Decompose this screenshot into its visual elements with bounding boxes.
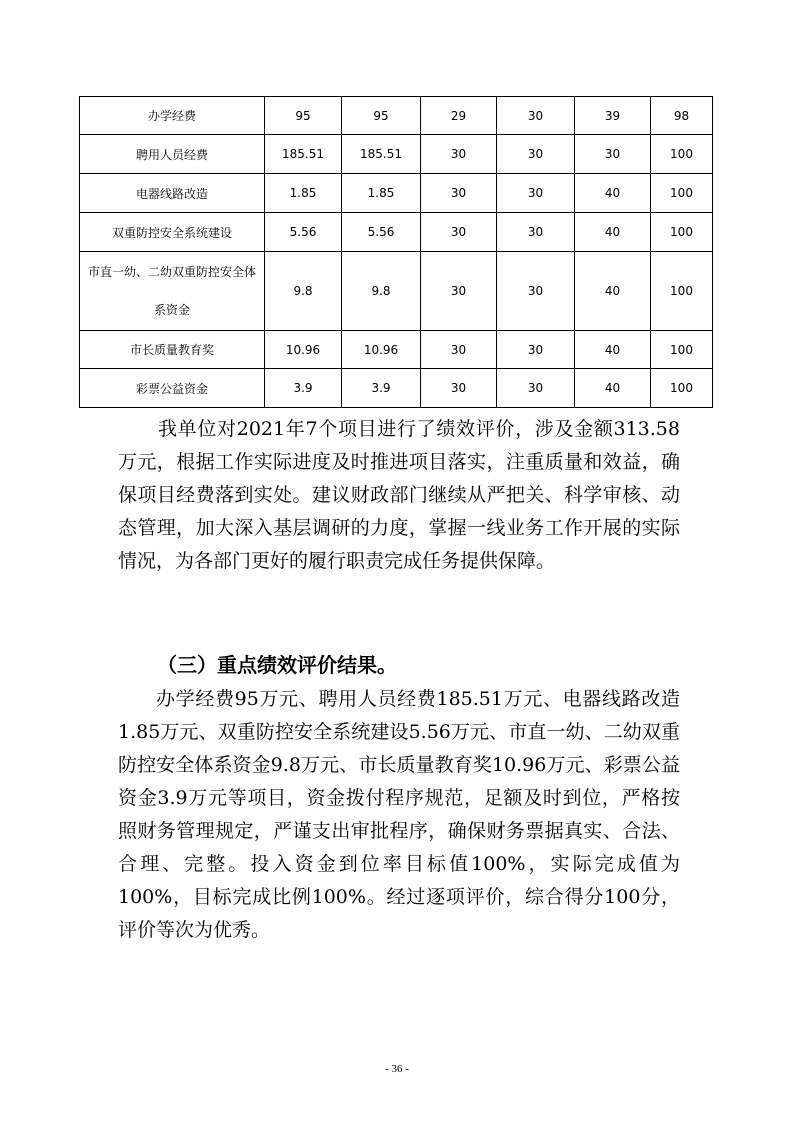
table-cell: 30 — [421, 369, 497, 408]
project-name-cell: 彩票公益资金 — [80, 369, 265, 408]
table-cell: 1.85 — [342, 174, 421, 213]
table-cell: 185.51 — [342, 135, 421, 174]
table-cell: 30 — [497, 97, 575, 135]
result-paragraph: 办学经费95万元、聘用人员经费185.51万元、电器线路改造1.85万元、双重防控安全系统建设5.56万元、市直一幼、二幼双重防控安全体系资金9.8万元、市长质量教育奖10.96万元、彩票公益资金3.9万元等项目，资金拨付程序规范，足额及时到位，严格按照财务管理规定，严谨支出审批程序，确保财务票据真实、合法、合理、完整。投入资金到位率目标值100%，实际完成值为100%，目标完成比例100%。经过逐项评价，综合得分100分，评价等次为优秀。 — [118, 688, 680, 941]
table-cell: 30 — [421, 135, 497, 174]
table-cell: 30 — [421, 213, 497, 252]
table-cell: 100 — [651, 213, 713, 252]
section-heading: （三）重点绩效评价结果。 — [157, 653, 397, 677]
table-row — [80, 331, 713, 369]
table-cell: 39 — [575, 97, 651, 135]
project-name-cell: 市长质量教育奖 — [80, 331, 265, 369]
project-name-cell: 办学经费 — [80, 97, 265, 135]
table-cell: 100 — [651, 252, 713, 331]
table-cell: 30 — [497, 252, 575, 331]
project-name-cell: 双重防控安全系统建设 — [80, 213, 265, 252]
table-cell: 30 — [497, 213, 575, 252]
table-cell: 10.96 — [265, 331, 342, 369]
table-cell: 5.56 — [265, 213, 342, 252]
table-cell: 40 — [575, 213, 651, 252]
table-cell: 29 — [421, 97, 497, 135]
table-cell: 40 — [575, 331, 651, 369]
table-cell: 30 — [497, 174, 575, 213]
table-cell: 10.96 — [342, 331, 421, 369]
table-row — [80, 174, 713, 213]
table-cell: 185.51 — [265, 135, 342, 174]
table-cell: 30 — [421, 252, 497, 331]
table-row — [80, 213, 713, 252]
table-cell: 3.9 — [265, 369, 342, 408]
performance-table — [79, 96, 713, 408]
table-row — [80, 97, 713, 135]
page-number: - 36 - — [385, 1063, 409, 1075]
table-cell: 30 — [575, 135, 651, 174]
table-cell: 9.8 — [265, 252, 342, 331]
table-cell: 30 — [421, 331, 497, 369]
table-cell: 95 — [265, 97, 342, 135]
table-cell: 30 — [421, 174, 497, 213]
table-cell: 40 — [575, 369, 651, 408]
table-cell: 95 — [342, 97, 421, 135]
table-cell: 30 — [497, 135, 575, 174]
summary-paragraph: 我单位对2021年7个项目进行了绩效评价，涉及金额313.58万元，根据工作实际进度及时推进项目落实，注重质量和效益，确保项目经费落到实处。建议财政部门继续从严把关、科学审核、动态管理，加大深入基层调研的力度，掌握一线业务工作开展的实际情况，为各部门更好的履行职责完成任务提供保障。 — [118, 418, 680, 572]
table-row — [80, 252, 713, 331]
project-name-cell: 聘用人员经费 — [80, 135, 265, 174]
table-cell: 40 — [575, 174, 651, 213]
table-cell: 100 — [651, 174, 713, 213]
project-name-cell: 市直一幼、二幼双重防控安全体系资金 — [80, 252, 265, 331]
table-cell: 5.56 — [342, 213, 421, 252]
table-cell: 100 — [651, 369, 713, 408]
table-row — [80, 369, 713, 408]
table-cell: 3.9 — [342, 369, 421, 408]
table-cell: 1.85 — [265, 174, 342, 213]
table-cell: 100 — [651, 135, 713, 174]
table-cell: 100 — [651, 331, 713, 369]
table-cell: 9.8 — [342, 252, 421, 331]
project-name-cell: 电器线路改造 — [80, 174, 265, 213]
table-cell: 30 — [497, 369, 575, 408]
table-cell: 98 — [651, 97, 713, 135]
table-row — [80, 135, 713, 174]
table-cell: 40 — [575, 252, 651, 331]
table-cell: 30 — [497, 331, 575, 369]
